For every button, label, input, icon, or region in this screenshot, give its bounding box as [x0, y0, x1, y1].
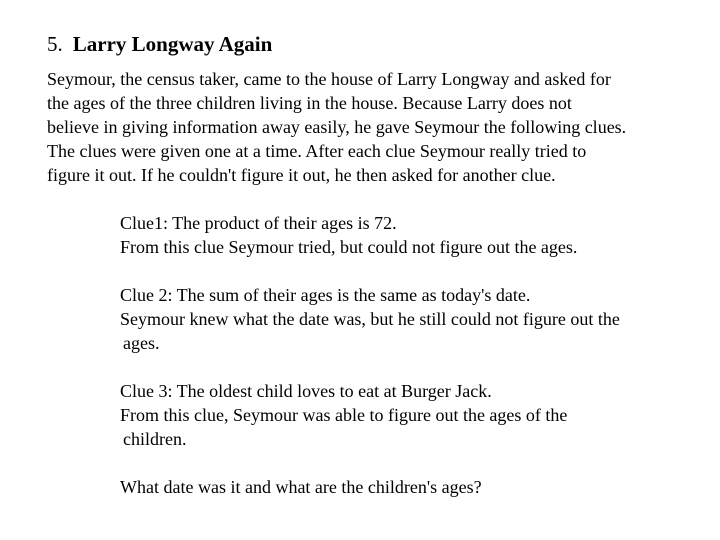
question-text: What date was it and what are the children's ages? [120, 477, 482, 497]
clue-3-result-continued: children. [123, 429, 187, 449]
clue-2-result-continued: ages. [123, 333, 160, 353]
clue-1-result: From this clue Seymour tried, but could not figure out the ages. [120, 237, 578, 257]
intro-line: Seymour, the census taker, came to the house of Larry Longway and asked for [47, 69, 611, 89]
intro-line: The clues were given one at a time. After each clue Seymour really tried to [47, 141, 587, 161]
clue-1-statement: Clue1: The product of their ages is 72. [120, 213, 397, 233]
problem-title [47, 30, 272, 58]
intro-line: figure it out. If he couldn't figure it out, he then asked for another clue. [47, 165, 556, 185]
intro-line: the ages of the three children living in the house. Because Larry does not [47, 93, 572, 113]
final-question [120, 475, 700, 499]
clue-3-statement: Clue 3: The oldest child loves to eat at Burger Jack. [120, 381, 492, 401]
clue-2-statement: Clue 2: The sum of their ages is the same as today's date. [120, 285, 531, 305]
clue-2-result: Seymour knew what the date was, but he still could not figure out the [120, 309, 620, 329]
problem-name: Larry Longway Again [72, 32, 273, 56]
problem-number: 5. [47, 32, 63, 56]
clue-3-result: From this clue, Seymour was able to figure out the ages of the [120, 405, 568, 425]
intro-line: believe in giving information away easily, he gave Seymour the following clues. [47, 117, 627, 137]
clue-2 [120, 283, 700, 355]
clue-3 [120, 379, 700, 451]
clue-1 [120, 211, 700, 259]
intro-paragraph [47, 67, 707, 187]
